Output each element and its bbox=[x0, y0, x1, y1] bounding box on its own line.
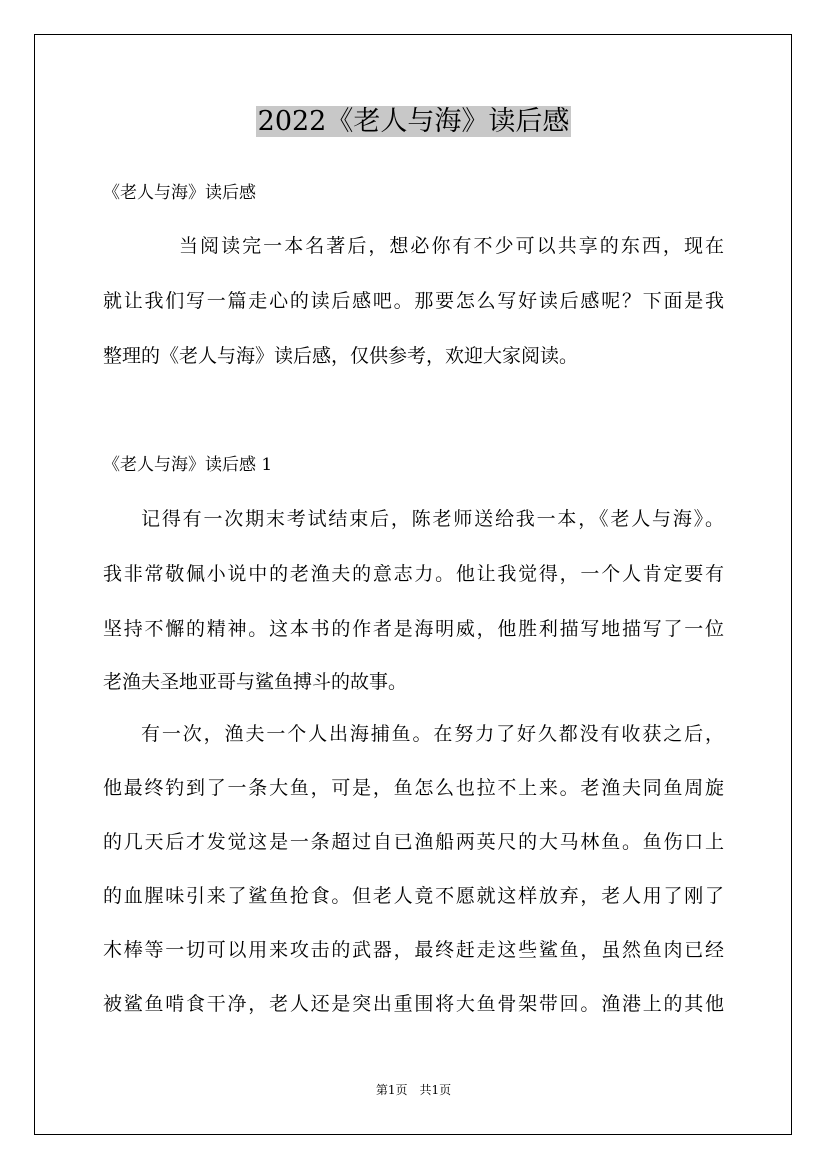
para1-line-4: 老渔夫圣地亚哥与鲨鱼搏斗的故事。 bbox=[103, 671, 408, 693]
para2-line-1: 有一次，渔夫一个人出海捕鱼。在努力了好久都没有收获之后， bbox=[141, 723, 724, 745]
intro-line-3: 整理的《老人与海》读后感，仅供参考，欢迎大家阅读。 bbox=[103, 345, 579, 367]
para2-line-5: 木棒等一切可以用来攻击的武器，最终赶走这些鲨鱼，虽然鱼肉已经 bbox=[103, 939, 724, 961]
document-title-text: 2022《老人与海》读后感 bbox=[257, 106, 570, 137]
intro-line-2: 就让我们写一篇走心的读后感吧。那要怎么写好读后感呢？下面是我 bbox=[103, 290, 724, 312]
section-heading-intro: 《老人与海》读后感 bbox=[103, 183, 256, 203]
page-footer: 第1页 共1页 bbox=[375, 1083, 452, 1097]
document-title bbox=[0, 100, 827, 144]
para2-line-3: 的几天后才发觉这是一条超过自已渔船两英尺的大马林鱼。鱼伤口上 bbox=[103, 831, 724, 853]
para1-line-2: 我非常敬佩小说中的老渔夫的意志力。他让我觉得，一个人肯定要有 bbox=[103, 563, 724, 585]
para2-line-6: 被鲨鱼啃食干净，老人还是突出重围将大鱼骨架带回。渔港上的其他 bbox=[103, 993, 724, 1015]
intro-line-1: 当阅读完一本名著后，想必你有不少可以共享的东西，现在 bbox=[179, 235, 724, 257]
para1-line-1: 记得有一次期末考试结束后，陈老师送给我一本，《老人与海》。 bbox=[141, 508, 724, 530]
para1-line-3: 坚持不懈的精神。这本书的作者是海明威，他胜利描写地描写了一位 bbox=[103, 618, 724, 640]
section-heading-1: 《老人与海》读后感 1 bbox=[103, 455, 273, 475]
para2-line-4: 的血腥味引来了鲨鱼抢食。但老人竟不愿就这样放弃，老人用了刚了 bbox=[103, 885, 724, 907]
para2-line-2: 他最终钓到了一条大鱼，可是，鱼怎么也拉不上来。老渔夫同鱼周旋 bbox=[103, 777, 724, 799]
